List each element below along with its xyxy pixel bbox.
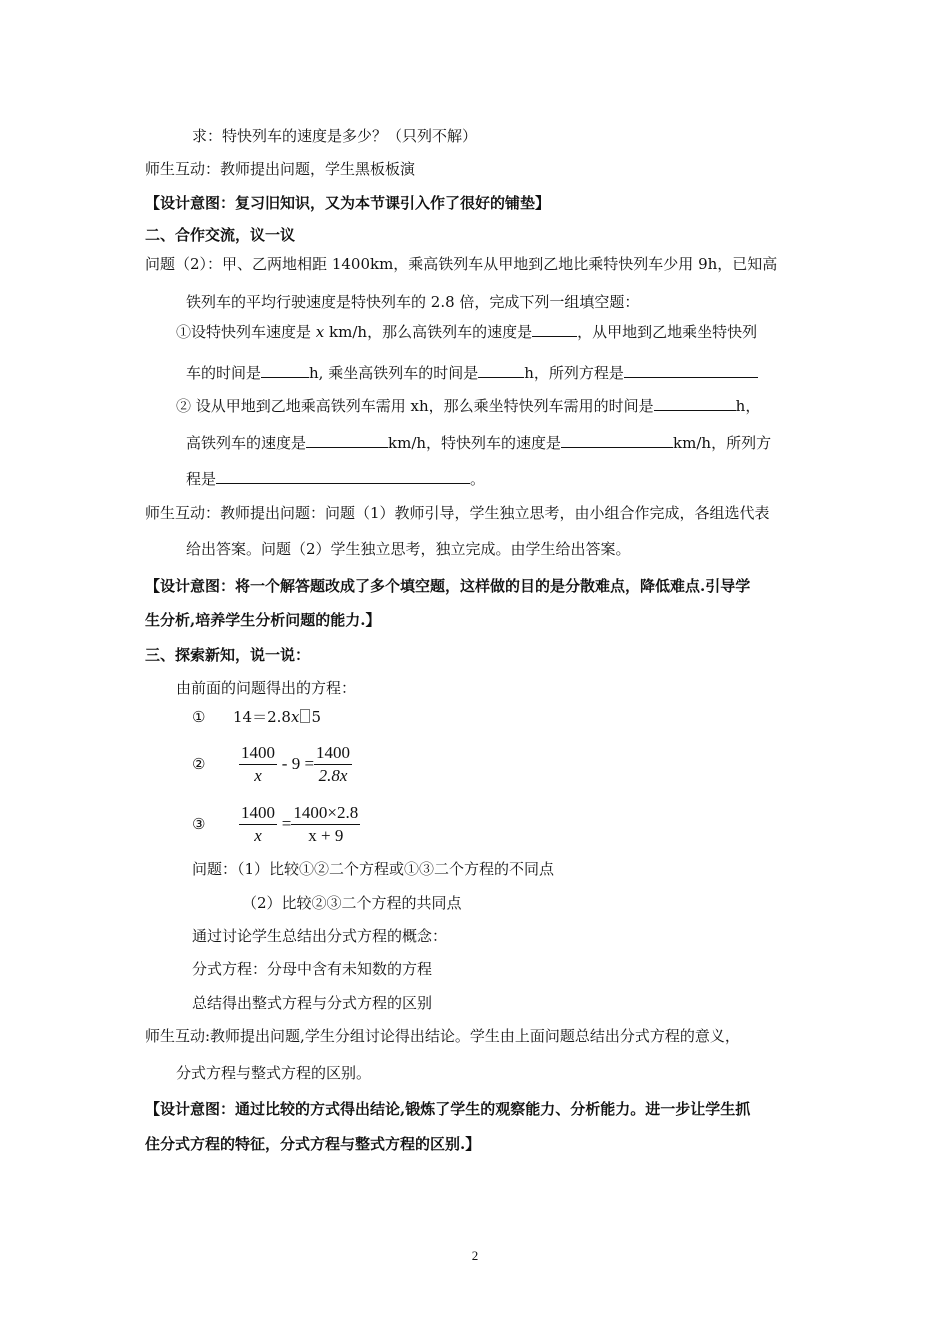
interaction-line-2a: 师生互动：教师提出问题：问题（1）教师引导，学生独立思考，由小组合作完成，各组选代表 (145, 504, 770, 522)
design-intent: 【设计意图：复习旧知识，又为本节课引入作了很好的铺垫】 (145, 194, 551, 212)
interaction-line-3b: 分式方程与整式方程的区别。 (176, 1064, 372, 1082)
eq1-tail: 5 (311, 708, 321, 726)
fill-question-2c (186, 467, 485, 489)
compare-question-2: （2）比较②③二个方程的共同点 (242, 894, 462, 912)
eq3-fraction-right (291, 802, 360, 847)
summary-line: 总结得出整式方程与分式方程的区别 (192, 994, 433, 1012)
q1b-3: h，所列方程是 (524, 364, 624, 382)
eq3-num1: 1400 (241, 802, 276, 822)
page-number: 2 (471, 1248, 479, 1263)
interaction-line: 师生互动：教师提出问题，学生黑板板演 (145, 160, 416, 178)
eq1-label: ① (192, 708, 206, 726)
eq2-fraction-left (239, 742, 277, 787)
blank-field[interactable] (478, 361, 524, 378)
equation-2 (192, 740, 352, 788)
blank-field[interactable] (216, 467, 470, 484)
eq3-num2: 1400×2.8 (293, 802, 359, 822)
eq3-den2: x + 9 (291, 824, 360, 847)
equation-3 (192, 800, 360, 848)
q2c-2: 。 (470, 470, 486, 488)
fill-question-2b (186, 431, 771, 453)
missing-glyph-icon (300, 709, 310, 723)
eq3-fraction-left (239, 802, 277, 847)
q2b-2: km/h，特快列车的速度是 (388, 434, 562, 452)
eq2-den2: 2.8x (314, 764, 352, 787)
q1b-1: 车的时间是 (186, 364, 262, 382)
eq3-label: ③ (192, 815, 206, 833)
eq1-text: 14＝2.8 (233, 708, 291, 726)
compare-question-1: 问题：（1）比较①②二个方程或①③二个方程的不同点 (192, 860, 555, 878)
blank-field[interactable] (561, 431, 673, 448)
q1a-var: x (315, 323, 325, 341)
discussion-line: 通过讨论学生总结出分式方程的概念： (192, 927, 448, 945)
blank-field[interactable] (654, 394, 736, 411)
eq3-mid: = (281, 814, 292, 833)
equation-1 (192, 707, 321, 727)
eq1-var: x (290, 708, 300, 726)
section-heading-3: 三、探索新知，说一说： (145, 646, 311, 664)
q2a-1: ② 设从甲地到乙地乘高铁列车需用 xh，那么乘坐特快列车需用的时间是 (176, 397, 654, 415)
blank-field[interactable] (532, 320, 577, 337)
equations-intro: 由前面的问题得出的方程： (176, 679, 357, 697)
blank-field[interactable] (306, 431, 388, 448)
question-line: 求：特快列车的速度是多少？（只列不解） (192, 127, 478, 145)
design-intent-3a: 【设计意图：通过比较的方式得出结论,锻炼了学生的观察能力、分析能力。进一步让学生抓 (145, 1100, 751, 1118)
section-heading-2: 二、合作交流，议一议 (145, 226, 296, 244)
q2b-3: km/h，所列方 (673, 434, 772, 452)
q1a-pre: ①设特快列车速度是 (176, 323, 312, 341)
q2b-1: 高铁列车的速度是 (186, 434, 307, 452)
blank-field[interactable] (624, 361, 758, 378)
eq2-label: ② (192, 755, 206, 773)
interaction-line-2b: 给出答案。问题（2）学生独立思考，独立完成。由学生给出答案。 (186, 540, 631, 558)
interaction-line-3a: 师生互动:教师提出问题,学生分组讨论得出结论。学生由上面问题总结出分式方程的意义， (145, 1027, 740, 1045)
design-intent-2a: 【设计意图：将一个解答题改成了多个填空题，这样做的目的是分散难点，降低难点.引导学 (145, 577, 751, 595)
fill-question-1a (176, 320, 757, 342)
eq3-den1: x (239, 824, 277, 847)
definition-line: 分式方程：分母中含有未知数的方程 (192, 960, 433, 978)
blank-field[interactable] (261, 361, 309, 378)
problem-2-line2: 铁列车的平均行驶速度是特快列车的 2.8 倍，完成下列一组填空题： (186, 293, 640, 311)
fill-question-1b (186, 361, 758, 383)
design-intent-3b: 住分式方程的特征，分式方程与整式方程的区别.】 (145, 1135, 481, 1153)
q2a-2: h， (735, 397, 761, 415)
eq2-fraction-right (314, 742, 352, 787)
q1a-post: km/h，那么高铁列车的速度是 (329, 323, 533, 341)
q1a-end: ，从甲地到乙地乘坐特快列 (577, 323, 758, 341)
q1b-2: h, 乘坐高铁列车的时间是 (309, 364, 479, 382)
eq2-den1: x (239, 764, 277, 787)
design-intent-2b: 生分析,培养学生分析问题的能力.】 (145, 611, 381, 629)
eq2-num1: 1400 (241, 742, 276, 762)
q2c-1: 程是 (186, 470, 217, 488)
fill-question-2a (176, 394, 760, 416)
eq2-mid: - 9 = (281, 754, 315, 773)
eq2-num2: 1400 (316, 742, 351, 762)
problem-2-line1: 问题（2）：甲、乙两地相距 1400km，乘高铁列车从甲地到乙地比乘特快列车少用 9h，已知高 (145, 255, 778, 273)
